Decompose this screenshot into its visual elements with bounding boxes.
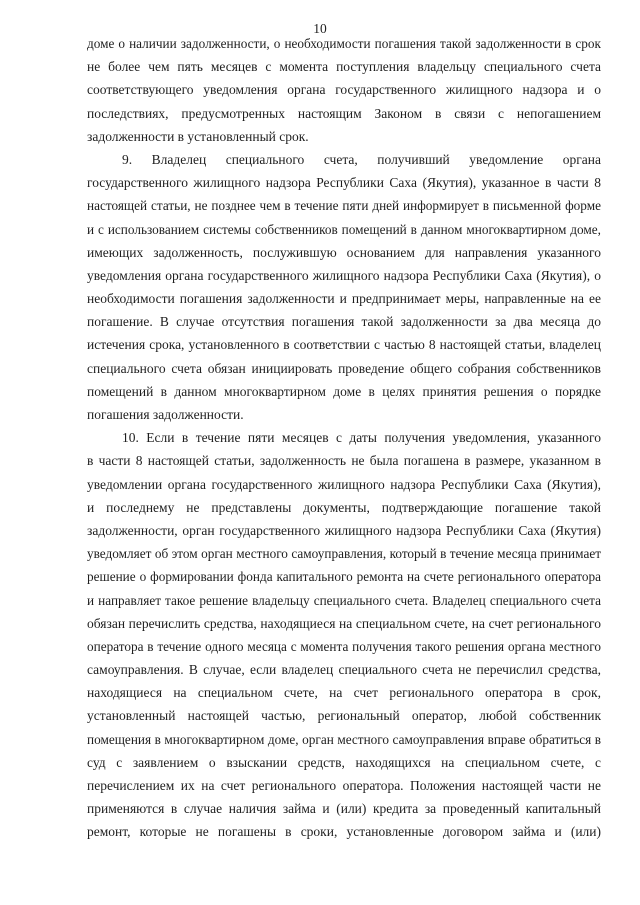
text-line: уведомлении органа государственного жилищного надзора Республики Саха (Якутия), — [87, 476, 601, 492]
text-line: последствиях, предусмотренных настоящим Законом в связи с непогашением — [87, 105, 601, 121]
text-line: специального счета обязан инициировать проведение общего собрания собственников — [87, 360, 601, 376]
text-line: необходимости погашения задолженности и предпринимает меры, направленные на ее — [87, 291, 601, 307]
text-line: соответствующего уведомления органа государственного жилищного надзора и о — [87, 82, 601, 98]
text-line: обязан перечислить средства, находящиеся на специальном счете, на счет регионального — [87, 615, 601, 631]
text-line: и с использованием системы собственников помещений в данном многоквартирном доме, — [87, 221, 601, 237]
text-line: задолженности в установленный срок. — [87, 128, 309, 144]
text-line: задолженности, орган государственного жилищного надзора Республики Саха (Якутия) — [87, 522, 601, 538]
text-line: 10. Если в течение пяти месяцев с даты получения уведомления, указанного — [122, 430, 601, 446]
text-line: установленный настоящей частью, региональный оператор, любой собственник — [87, 708, 601, 724]
paragraph-10 — [87, 426, 601, 843]
page-number: 10 — [313, 21, 327, 36]
text-line: уведомления органа государственного жилищного надзора Республики Саха (Якутия), о — [87, 267, 601, 283]
text-line: самоуправления. В случае, если владелец специального счета не перечислил средства, — [87, 662, 601, 678]
text-line: доме о наличии задолженности, о необходимости погашения такой задолженности в срок — [87, 36, 601, 51]
text-line: и последнему не представлены документы, подтверждающие погашение такой — [87, 499, 601, 515]
document-body — [87, 32, 601, 844]
text-line: решение о формировании фонда капитального ремонта на счете регионального оператора — [87, 569, 601, 585]
paragraph-9 — [87, 148, 601, 426]
text-line: ремонт, которые не погашены в сроки, установленные договором займа и (или) — [87, 824, 601, 840]
text-line: погашения задолженности. — [87, 407, 244, 422]
text-line: имеющих задолженность, послужившую основанием для направления указанного — [87, 244, 601, 260]
text-line: перечислением их на счет регионального оператора. Положения настоящей части не — [87, 778, 601, 793]
text-line: истечения срока, установленного в соответствии с частью 8 настоящей статьи, владелец — [87, 337, 601, 353]
text-line: настоящей статьи, не позднее чем в течение пяти дней информирует в письменной форме — [87, 198, 601, 214]
text-line: помещений в данном многоквартирном доме в целях принятия решения о порядке — [87, 383, 601, 399]
paragraph-continuation — [87, 32, 601, 148]
text-line: применяются в случае наличия займа и (или) кредита за проведенный капитальный — [87, 801, 601, 817]
text-line: погашение. В случае отсутствия погашения такой задолженности за два месяца до — [87, 314, 601, 330]
text-line: оператора в течение одного месяца с момента получения такого решения органа местного — [87, 638, 601, 654]
text-line: находящиеся на специальном счете, на счет регионального оператора в срок, — [87, 685, 601, 701]
text-line: 9. Владелец специального счета, получивший уведомление органа — [122, 151, 601, 167]
text-line: не более чем пять месяцев с момента поступления владельцу специального счета — [87, 59, 601, 75]
text-line: и направляет такое решение владельцу специального счета. Владелец специального счета — [87, 592, 601, 608]
text-line: в части 8 настоящей статьи, задолженность не была погашена в размере, указанном в — [87, 453, 601, 469]
text-line: государственного жилищного надзора Республики Саха (Якутия), указанное в части 8 — [87, 175, 601, 191]
text-line: суд с заявлением о взыскании средств, находящихся на специальном счете, с — [87, 754, 601, 770]
text-line: помещения в многоквартирном доме, орган местного самоуправления вправе обратиться в — [87, 731, 601, 747]
text-line: уведомляет об этом орган местного самоуправления, который в течение месяца принимает — [87, 546, 601, 562]
